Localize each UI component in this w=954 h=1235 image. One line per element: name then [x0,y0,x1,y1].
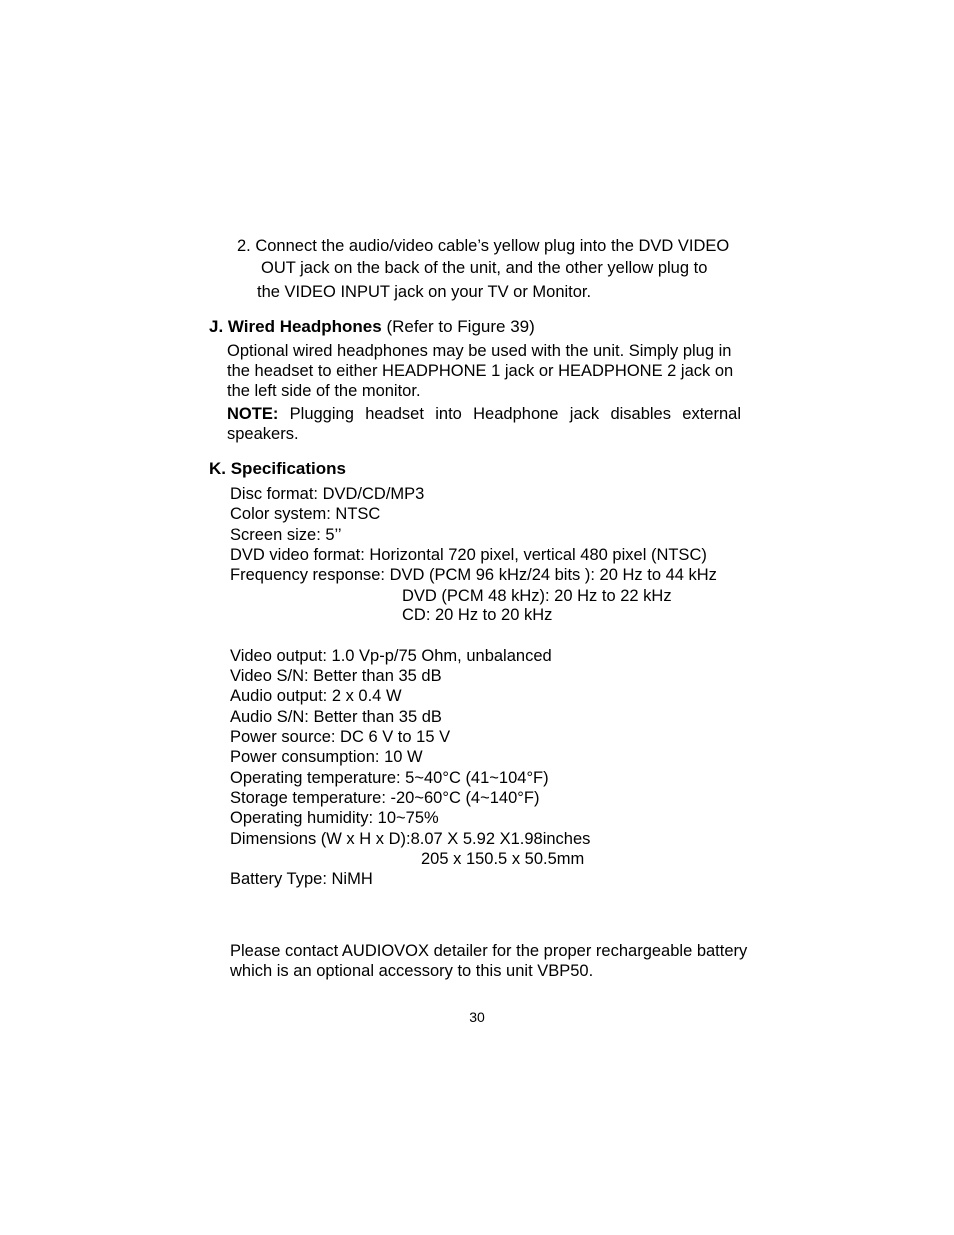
spec-battery-type: Battery Type: NiMH [230,870,373,888]
spec-freq-response-2: DVD (PCM 48 kHz): 20 Hz to 22 kHz [402,587,672,605]
spec-audio-output: Audio output: 2 x 0.4 W [230,687,402,705]
contact-line1: Please contact AUDIOVOX detailer for the proper rechargeable battery [230,942,748,960]
spec-dimensions-2: 205 x 150.5 x 50.5mm [421,850,585,868]
spec-dimensions-1: Dimensions (W x H x D):8.07 X 5.92 X1.98inches [230,830,591,848]
section-j-para-line3: the left side of the monitor. [227,382,421,400]
section-j-heading [209,317,535,337]
contact-line2: which is an optional accessory to this unit VBP50. [230,962,594,980]
spec-operating-humidity: Operating humidity: 10~75% [230,809,439,827]
spec-video-output: Video output: 1.0 Vp-p/75 Ohm, unbalanced [230,647,552,665]
section-k-title: K. Specifications [209,459,346,478]
section-j-title: J. Wired Headphones [209,317,382,336]
step2-line3: the VIDEO INPUT jack on your TV or Monitor. [257,283,592,301]
spec-dvd-video-format: DVD video format: Horizontal 720 pixel, vertical 480 pixel (NTSC) [230,546,707,564]
spec-storage-temp: Storage temperature: -20~60°C (4~140°F) [230,789,540,807]
step2-line2: OUT jack on the back of the unit, and the other yellow plug to [261,259,708,277]
spec-power-consumption: Power consumption: 10 W [230,748,423,766]
spec-operating-temp: Operating temperature: 5~40°C (41~104°F) [230,769,549,787]
section-j-figure-ref: (Refer to Figure 39) [381,317,535,336]
step2-line1: 2. Connect the audio/video cable’s yellow plug into the DVD VIDEO [237,237,730,255]
section-j-note [227,404,741,444]
spec-power-source: Power source: DC 6 V to 15 V [230,728,451,746]
spec-video-sn: Video S/N: Better than 35 dB [230,667,442,685]
spec-disc-format: Disc format: DVD/CD/MP3 [230,485,425,503]
spec-freq-response-3: CD: 20 Hz to 20 kHz [402,606,553,624]
page-number: 30 [469,1009,485,1025]
section-j-para-line1: Optional wired headphones may be used with the unit. Simply plug in [227,342,732,360]
note-text: Plugging headset into Headphone jack disables external speakers. [227,405,741,443]
note-label: NOTE: [227,405,279,423]
spec-screen-size: Screen size: 5’’ [230,526,342,544]
section-j-para-line2: the headset to either HEADPHONE 1 jack or HEADPHONE 2 jack on [227,362,734,380]
spec-audio-sn: Audio S/N: Better than 35 dB [230,708,442,726]
spec-freq-response-1: Frequency response: DVD (PCM 96 kHz/24 bits ): 20 Hz to 44 kHz [230,566,717,584]
spec-color-system: Color system: NTSC [230,505,381,523]
